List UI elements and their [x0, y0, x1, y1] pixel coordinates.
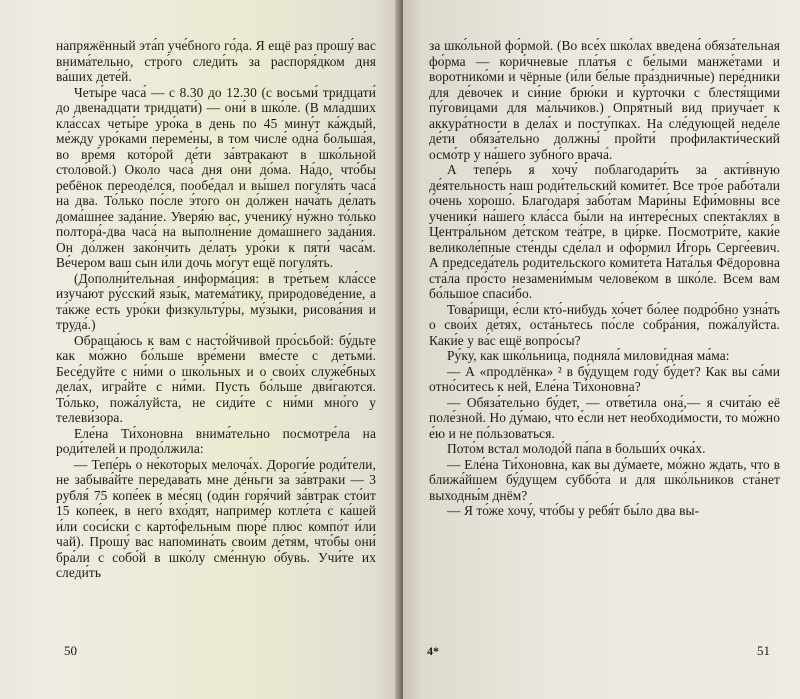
- paragraph: А тепе́рь я хочу́ поблагодари́ть за акти́вную де́ятельность наш роди́тельский комите́т. Все тро́е рабо́тали о́чень хорошо́. Благодаря́ забо́там Мари́ны Ефи́мовны все ученики́ на́шего кла́сса бы́ли на интере́сных спекта́клях в Центра́льном де́тском теа́тре, в ци́рке. Посмотри́те, каки́е великоле́пные сте́нды сде́лал и офо́рмил И́горь Серге́евич. А председа́тель роди́тельского комите́та Ната́лья Фёдоровна ста́ла про́сто незамени́мым челове́ком в шко́ле. Всем вам бо́льшое спаси́бо.: [429, 162, 780, 301]
- paragraph: Ру́ку, как шко́льница, подняла́ милови́дная ма́ма:: [447, 348, 730, 363]
- left-page-text: [56, 38, 376, 581]
- paragraph: — Тепе́рь о не́которых мелоча́х. Дороги́е роди́тели, не забыва́йте передава́ть мне де́ньги за за́втраки — 3 рубля́ 75 копе́ек в ме́сяц (оди́н горя́чий за́втрак сто́ит 15 копе́ек, в него́ вхо́дят, наприме́р котле́та с ка́шей и́ли соси́ски с карто́фельным пюре́ плюс компо́т и́ли чай). Прошу́ вас напомина́ть свои́м де́тям, что́бы они́ бра́ли с собо́й в шко́лу сме́нную о́бувь. Учи́те их следи́ть: [56, 456, 376, 580]
- paragraph: — Обяза́тельно бу́дет, — отве́тила она́,— я счита́ю её поле́зной. Но ду́маю, что е́сли нет необходи́мости, то мо́жно е́ю и не по́льзоваться.: [429, 394, 780, 441]
- paragraph: Четы́ре часа́ — с 8.30 до 12.30 (с восьми́ тридцати́ до двена́дцати тридцати́) — они́ в шко́ле. (В мла́дших кла́ссах четы́ре уро́ка в день по 45 мину́т ка́ждый, ме́жду уро́ками переме́ны, в том числе́ одна́ больша́я, во вре́мя кото́рой де́ти за́втракают в шко́льной столо́вой.) Около часа́ дня они́ до́ма. На́до, что́бы ребёнок переоде́лся, пообе́дал и вы́шел погуля́ть часа́ на два. То́лько по́сле э́того он до́лжен нача́ть де́лать дома́шнее зада́ние. Уверя́ю вас, ученику́ ну́жно то́лько полтора́-два часа́ на выполне́ние дома́шнего зада́ния. Он до́лжен зако́нчить де́лать уро́ки к пяти́ часа́м. Ве́чером ваш сын и́ли дочь мо́гут ещё погуля́ть.: [56, 84, 376, 270]
- paragraph: — А «продлёнка» ² в бу́дущем году́ бу́дет? Как вы са́ми отно́ситесь к ней, Еле́на Ти́хоновна?: [429, 363, 780, 394]
- page-number-right: 51: [757, 643, 770, 658]
- paragraph: — Я то́же хочу́, что́бы у ребя́т бы́ло два вы-: [447, 503, 700, 518]
- paragraph: (Дополни́тельная информа́ция: в тре́тьем кла́ссе изуча́ют ру́сский язы́к, матема́тику, природове́дение, а та́кже есть уро́ки физкульту́ры, му́зыки, рисова́ния и труда́.): [56, 270, 376, 332]
- paragraph: за шко́льной фо́рмой. (Во все́х шко́лах введена́ обяза́тельная фо́рма — кори́чневые пла́тья с бе́лыми манже́тами и воротнико́ми и чёрные (и́ли бе́лые пра́здничные) пере́дники для де́вочек и си́ние брю́ки и ку́рточки с блестя́щими пу́говицами для ма́льчиков.) Опря́тный вид приуча́ет к аккура́тности в дела́х и посту́пках. На сле́дующей неде́ле де́ти обяза́тельно должны́ пройти́ профилакти́ческий осмо́тр у на́шего зубно́го врача́.: [429, 38, 780, 162]
- paragraph: Еле́на Ти́хоновна внима́тельно посмотре́ла на роди́телей и продо́лжила:: [56, 425, 376, 456]
- right-page-text: [429, 38, 780, 519]
- paragraph: — Еле́на Ти́хоновна, как вы ду́маете, мо́жно ждать, что в ближа́йшем бу́дущем суббо́та и для шко́льников ста́нет выходны́м днём?: [429, 456, 780, 503]
- paragraph: Пото́м встал молодо́й па́па в больши́х очка́х.: [447, 441, 706, 456]
- page-number-left: 50: [64, 643, 77, 658]
- right-page: [403, 0, 800, 699]
- paragraph: Обраща́юсь к вам с насто́йчивой про́сьбой: бу́дьте как мо́жно бо́льше вре́мени вме́сте с детьми́. Бесе́дуйте с ни́ми о шко́льных и о свои́х служе́бных дела́х, игра́йте с ни́ми. Пусть бо́льше дви́гаются. То́лько, пожа́луйста, не сиди́те с ни́ми мно́го у телеви́зора.: [56, 332, 376, 425]
- paragraph: Това́рищи, е́сли кто́-нибудь хо́чет бо́лее подро́бно узна́ть о свои́х де́тях, оста́ньтесь по́сле собра́ния, пожа́луйста. Каки́е у ва́с ещё вопро́сы?: [429, 301, 780, 348]
- paragraph: напряжённый эта́п уче́бного го́да. Я ещё раз прошу́ вас внима́тельно, стро́го следи́ть за распоря́дком дня ва́ших дете́й.: [56, 38, 376, 84]
- signature-mark: 4*: [427, 644, 439, 658]
